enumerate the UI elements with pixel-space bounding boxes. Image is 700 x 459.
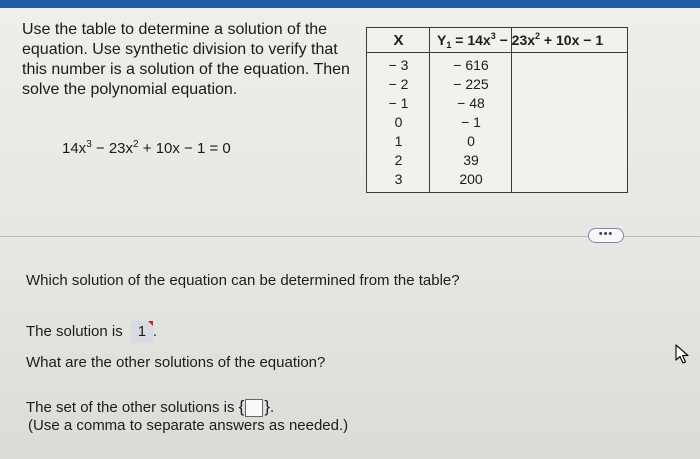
top-accent-bar [0, 0, 700, 8]
cell-x: 1 [394, 133, 403, 149]
table-row [367, 133, 627, 152]
cell-y: − 225 [453, 76, 489, 92]
cell-y: − 1 [461, 114, 481, 130]
cell-x: 3 [394, 171, 403, 187]
cell-y: − 48 [457, 95, 485, 111]
cell-x: − 3 [388, 57, 409, 73]
question-two: What are the other solutions of the equation? [26, 354, 326, 371]
incorrect-flag-icon [148, 321, 153, 326]
cell-x: − 1 [388, 95, 409, 111]
answer-two-line: The set of the other solutions is { }. [26, 397, 275, 416]
more-options-button[interactable]: ••• [588, 228, 624, 243]
cell-y: 39 [463, 152, 479, 168]
cell-x: − 2 [388, 76, 409, 92]
table-header-y: $Y_1 = 14x^3 - 23x^2 + 10x - 1$ [437, 31, 604, 50]
answer-hint: (Use a comma to separate answers as needed.) [28, 417, 349, 434]
mouse-pointer-icon [674, 344, 690, 364]
cell-x: 2 [394, 152, 403, 168]
table-row [367, 76, 627, 95]
table-row [367, 152, 627, 171]
other-solutions-input[interactable] [245, 399, 263, 417]
instructions-text: Use the table to determine a solution of the equation. Use synthetic division to verify that this number is a solution of the equation. Then solve the polynomial equation. [22, 21, 350, 98]
table-row [367, 114, 627, 133]
polynomial-equation: $14x^3 - 23x^2 + 10x - 1 = 0$ [62, 139, 231, 157]
cell-x: 0 [394, 114, 403, 130]
table-header-x: X [393, 32, 404, 49]
cell-y: 200 [459, 171, 483, 187]
table-row [367, 95, 627, 114]
cell-y: 0 [467, 133, 475, 149]
values-table [366, 27, 628, 193]
table-row [367, 171, 627, 190]
table-row [367, 57, 627, 76]
question-panel [0, 8, 700, 459]
solution-answer-field[interactable]: 1 [131, 321, 153, 343]
answer-one-line: The solution is 1 . [26, 321, 157, 343]
cell-y: − 616 [453, 57, 489, 73]
question-one: Which solution of the equation can be determined from the table? [26, 272, 460, 289]
table-body [367, 57, 627, 190]
